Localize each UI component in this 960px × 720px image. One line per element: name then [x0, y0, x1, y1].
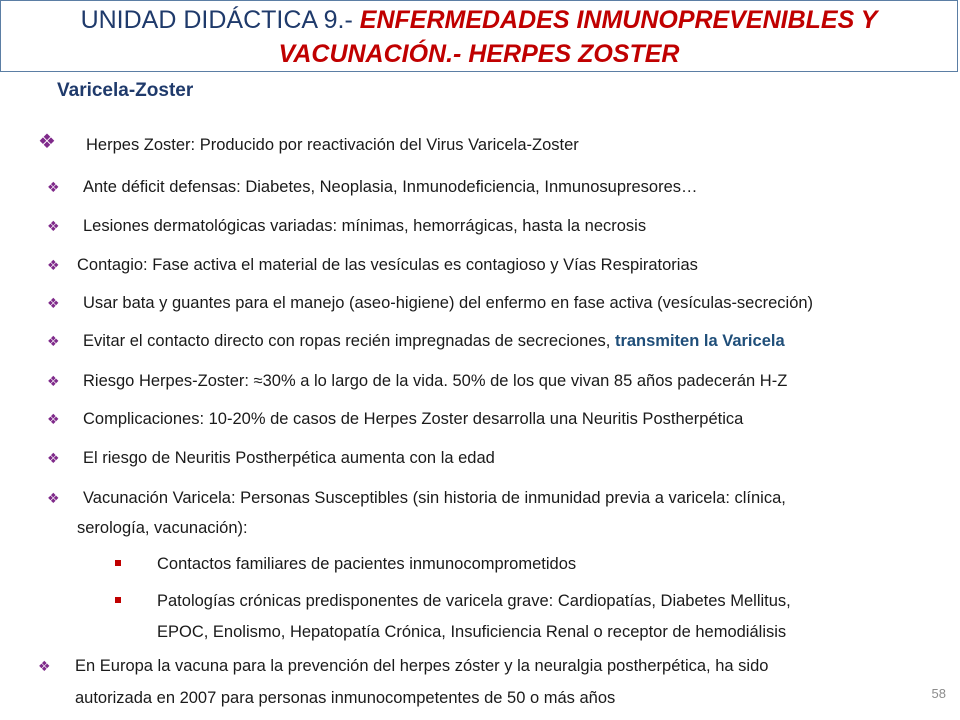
bullet-deficit-defensas: Ante déficit defensas: Diabetes, Neoplasia, Inmunodeficiencia, Inmunosupresores… — [83, 178, 698, 196]
bullet-herpes-zoster: Herpes Zoster: Producido por reactivación del Virus Varicela-Zoster — [86, 136, 579, 154]
sub-bullet-patologias-line-2: EPOC, Enolismo, Hepatopatía Crónica, Insuficiencia Renal o receptor de hemodiálisis — [157, 623, 787, 641]
title-emphasis-2: VACUNACIÓN.- HERPES ZOSTER — [278, 40, 680, 68]
diamond-bullet-icon: ❖ — [47, 450, 60, 466]
square-bullet-icon — [115, 560, 121, 566]
diamond-bullet-icon: ❖ — [47, 257, 60, 273]
bullet-evitar-text: Evitar el contacto directo con ropas recién impregnadas de secreciones, — [83, 332, 615, 350]
bullet-riesgo-neuritis: El riesgo de Neuritis Postherpética aumenta con la edad — [83, 449, 495, 467]
diamond-bullet-icon: ❖ — [47, 490, 60, 506]
sub-bullet-contactos: Contactos familiares de pacientes inmunocomprometidos — [157, 555, 577, 573]
bullet-highlight: transmiten la Varicela — [614, 332, 785, 350]
bullet-vacunacion-line-2: serología, vacunación): — [77, 519, 248, 537]
bullet-complicaciones: Complicaciones: 10-20% de casos de Herpes Zoster desarrolla una Neuritis Postherpética — [83, 410, 744, 428]
sub-bullet-patologias-line-1: Patologías crónicas predisponentes de varicela grave: Cardiopatías, Diabetes Mellitus, — [157, 592, 791, 610]
diamond-bullet-icon: ❖ — [47, 373, 60, 389]
diamond-bullet-icon: ❖ — [38, 131, 56, 153]
section-subtitle: Varicela-Zoster — [57, 80, 194, 101]
square-bullet-icon — [115, 597, 121, 603]
bullet-europa-line-1: En Europa la vacuna para la prevención del herpes zóster y la neuralgia postherpética, ha sido — [75, 657, 769, 675]
page-number: 58 — [931, 686, 946, 701]
bullet-bata-guantes: Usar bata y guantes para el manejo (aseo-higiene) del enfermo en fase activa (vesículas-secreción) — [83, 294, 814, 312]
page-title-line-1 — [1, 5, 957, 35]
diamond-bullet-icon: ❖ — [47, 295, 60, 311]
title-emphasis-1: ENFERMEDADES INMUNOPREVENIBLES Y — [359, 6, 878, 34]
bullet-evitar-contacto — [83, 331, 785, 351]
diamond-bullet-icon: ❖ — [47, 218, 60, 234]
bullet-contagio: Contagio: Fase activa el material de las vesículas es contagioso y Vías Respiratorias — [77, 256, 698, 274]
bullet-lesiones: Lesiones dermatológicas variadas: mínimas, hemorrágicas, hasta la necrosis — [83, 217, 647, 235]
page-title-line-2 — [1, 39, 957, 69]
title-prefix: UNIDAD DIDÁCTICA 9.- — [80, 6, 360, 34]
bullet-riesgo: Riesgo Herpes-Zoster: ≈30% a lo largo de la vida. 50% de los que vivan 85 años padecerán H-Z — [83, 372, 788, 390]
title-box — [0, 0, 958, 72]
bullet-vacunacion-line-1: Vacunación Varicela: Personas Susceptibles (sin historia de inmunidad previa a varicela: clínica, — [83, 489, 786, 507]
diamond-bullet-icon: ❖ — [47, 179, 60, 195]
diamond-bullet-icon: ❖ — [47, 333, 60, 349]
diamond-bullet-icon: ❖ — [38, 658, 51, 674]
diamond-bullet-icon: ❖ — [47, 411, 60, 427]
bullet-europa-line-2: autorizada en 2007 para personas inmunocompetentes de 50 o más años — [75, 689, 616, 707]
